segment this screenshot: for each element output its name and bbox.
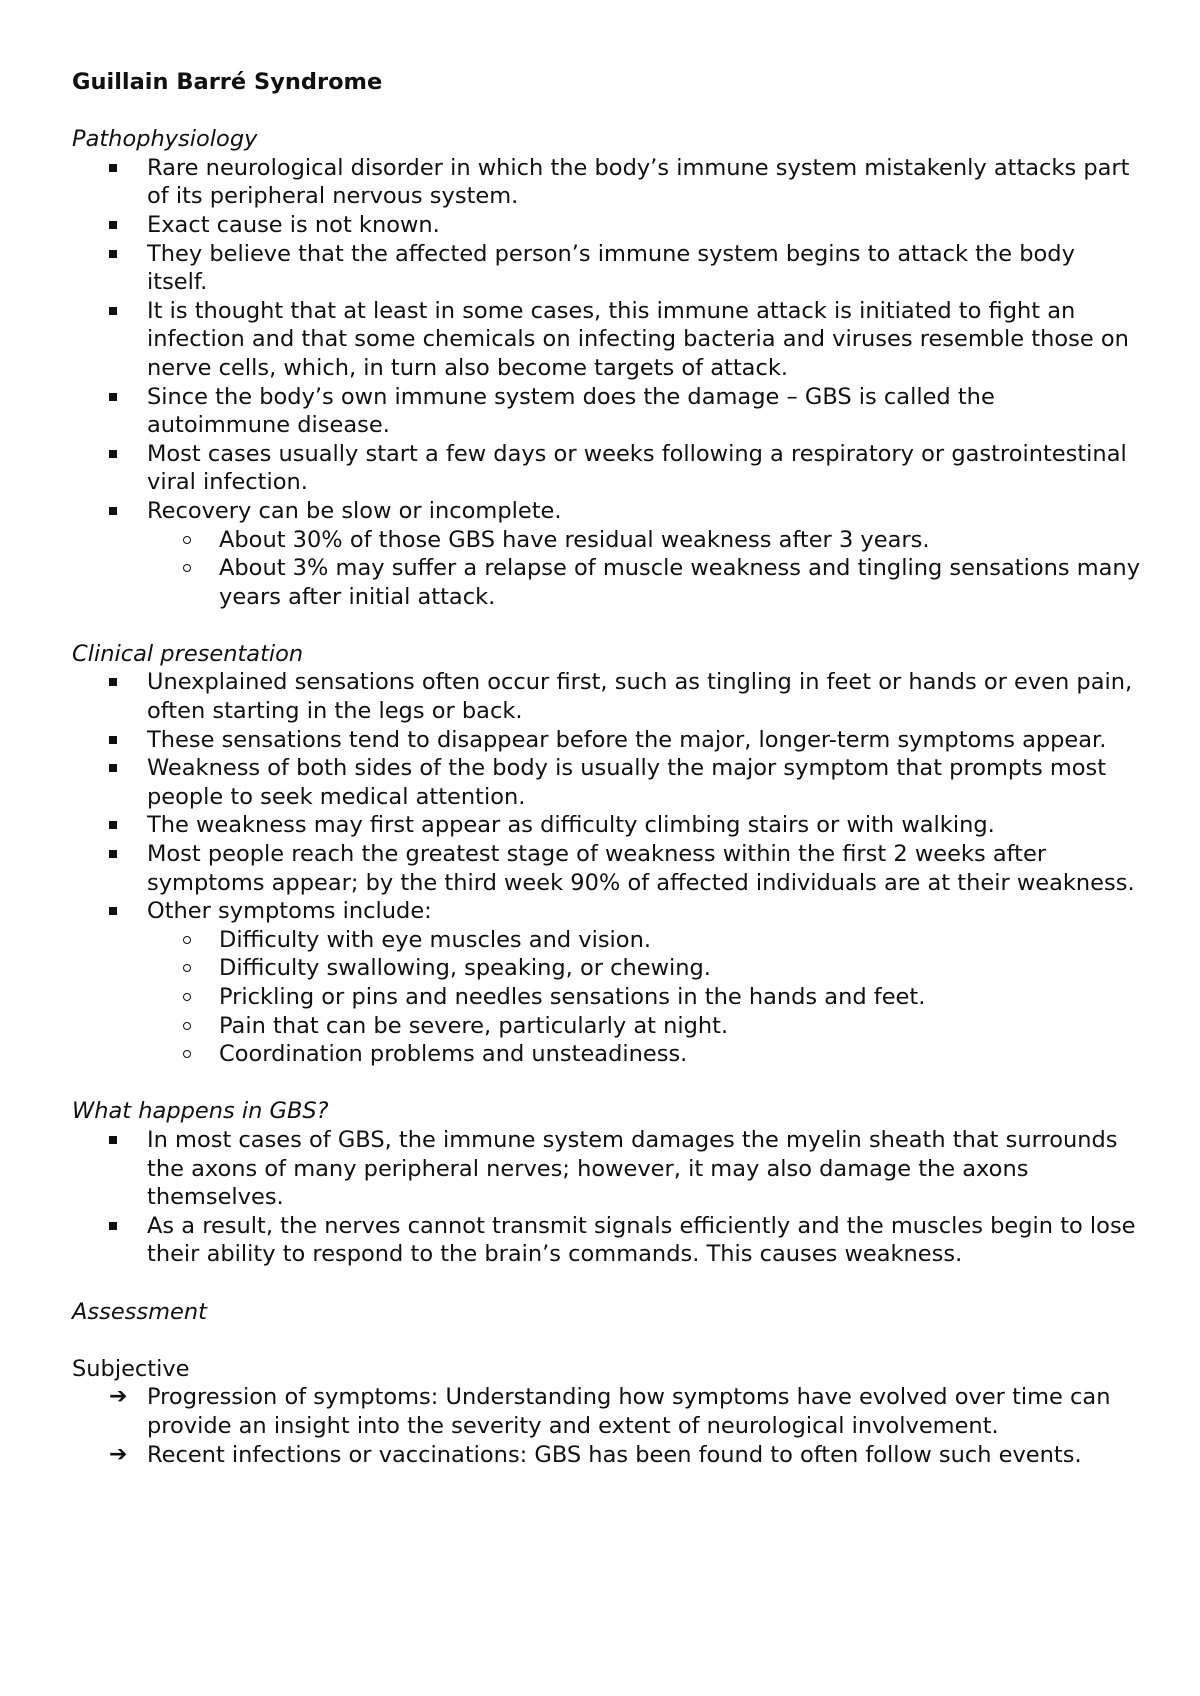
list-item: Since the body’s own immune system does the damage – GBS is called the autoimmune disease. xyxy=(147,383,1140,440)
square-bullet-icon xyxy=(109,907,117,915)
circle-bullet-icon xyxy=(183,1050,191,1058)
square-bullet-icon xyxy=(109,1222,117,1230)
clinical-list xyxy=(72,668,1140,1068)
square-bullet-icon xyxy=(109,821,117,829)
sublist-item: Prickling or pins and needles sensations in the hands and feet. xyxy=(219,983,1140,1012)
list-item: ➔ Recent infections or vaccinations: GBS has been found to often follow such events. xyxy=(109,1441,1082,1468)
list-item: As a result, the nerves cannot transmit signals efficiently and the muscles begin to lose their ability to respond to the brain’s commands. This causes weakness. xyxy=(147,1212,1140,1269)
section-heading-what-happens: What happens in GBS? xyxy=(72,1098,329,1125)
section-heading-clinical: Clinical presentation xyxy=(72,640,304,667)
section-heading-pathophysiology: Pathophysiology xyxy=(72,126,258,153)
square-bullet-icon xyxy=(109,307,117,315)
list-item: In most cases of GBS, the immune system damages the myelin sheath that surrounds the axons of many peripheral nerves; however, it may also damage the axons themselves. xyxy=(147,1126,1140,1212)
subheading-subjective: Subjective xyxy=(72,1355,190,1382)
square-bullet-icon xyxy=(109,507,117,515)
square-bullet-icon xyxy=(109,250,117,258)
section-heading-assessment: Assessment xyxy=(72,1298,207,1325)
list-item: Rare neurological disorder in which the body’s immune system mistakenly attacks part of its peripheral nervous system. xyxy=(147,154,1140,211)
square-bullet-icon xyxy=(109,736,117,744)
arrow-right-icon: ➔ xyxy=(109,1441,128,1467)
circle-bullet-icon xyxy=(183,564,191,572)
square-bullet-icon xyxy=(109,221,117,229)
circle-bullet-icon xyxy=(183,1022,191,1030)
square-bullet-icon xyxy=(109,850,117,858)
square-bullet-icon xyxy=(109,450,117,458)
other-symptoms-sublist xyxy=(147,926,1140,1069)
sublist-item: About 30% of those GBS have residual weakness after 3 years. xyxy=(219,526,1140,555)
list-item: These sensations tend to disappear before the major, longer-term symptoms appear. xyxy=(147,726,1140,755)
document-title: Guillain Barré Syndrome xyxy=(72,69,383,95)
circle-bullet-icon xyxy=(183,536,191,544)
sublist-item: Difficulty with eye muscles and vision. xyxy=(219,926,1140,955)
square-bullet-icon xyxy=(109,164,117,172)
sublist-item: Difficulty swallowing, speaking, or chewing. xyxy=(219,954,1140,983)
list-item: It is thought that at least in some cases, this immune attack is initiated to fight an infection and that some chemicals on infecting bacteria and viruses resemble those on nerve cells, which, in turn also become targets of attack. xyxy=(147,297,1140,383)
circle-bullet-icon xyxy=(183,993,191,1001)
square-bullet-icon xyxy=(109,764,117,772)
arrow-right-icon: ➔ xyxy=(109,1384,128,1410)
circle-bullet-icon xyxy=(183,964,191,972)
list-item: Other symptoms include: Difficulty with eye muscles and vision. Difficulty swallowing, speaking, or chewing. Prickling or pins and needles sensations in the hands and feet. Pain that can be severe, particularly at night. Coordination problems and unsteadiness. xyxy=(147,897,1140,1069)
sublist-item: About 3% may suffer a relapse of muscle weakness and tingling sensations many years after initial attack. xyxy=(219,554,1140,611)
sublist-item: Coordination problems and unsteadiness. xyxy=(219,1040,1140,1069)
subjective-list xyxy=(72,1383,1140,1469)
square-bullet-icon xyxy=(109,1136,117,1144)
list-item: Recovery can be slow or incomplete. About 30% of those GBS have residual weakness after 3 years. About 3% may suffer a relapse of muscle weakness and tingling sensations many years after initial attack. xyxy=(147,497,1140,611)
pathophysiology-list xyxy=(72,154,1140,612)
square-bullet-icon xyxy=(109,678,117,686)
recovery-sublist xyxy=(147,526,1140,612)
list-item: Exact cause is not known. xyxy=(147,211,1140,240)
list-item: Unexplained sensations often occur first, such as tingling in feet or hands or even pain, often starting in the legs or back. xyxy=(147,668,1140,725)
circle-bullet-icon xyxy=(183,936,191,944)
list-item: The weakness may first appear as difficulty climbing stairs or with walking. xyxy=(147,811,1140,840)
what-happens-list xyxy=(72,1126,1140,1269)
list-item: They believe that the affected person’s immune system begins to attack the body itself. xyxy=(147,240,1140,297)
sublist-item: Pain that can be severe, particularly at night. xyxy=(219,1012,1140,1041)
list-item: Most people reach the greatest stage of weakness within the first 2 weeks after symptoms appear; by the third week 90% of affected individuals are at their weakness. xyxy=(147,840,1140,897)
list-item: ➔ Progression of symptoms: Understanding how symptoms have evolved over time can provide an insight into the severity and extent of neurological involvement. xyxy=(109,1384,1111,1439)
list-item: Most cases usually start a few days or weeks following a respiratory or gastrointestinal viral infection. xyxy=(147,440,1140,497)
square-bullet-icon xyxy=(109,393,117,401)
list-item: Weakness of both sides of the body is usually the major symptom that prompts most people to seek medical attention. xyxy=(147,754,1140,811)
